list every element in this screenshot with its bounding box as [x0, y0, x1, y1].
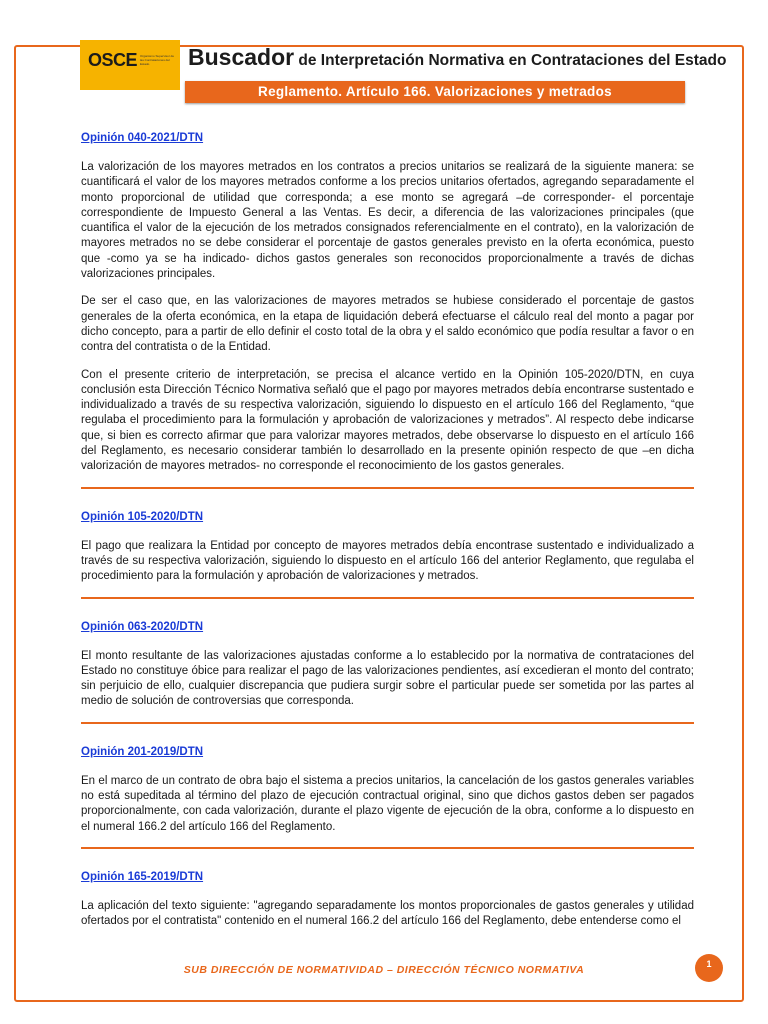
- footer-text: SUB DIRECCIÓN DE NORMATIVIDAD – DIRECCIÓN TÉCNICO NORMATIVA: [183, 964, 585, 976]
- opinion-section: [81, 132, 694, 475]
- title-rest: de Interpretación Normativa en Contrataciones del Estado: [294, 52, 727, 69]
- section-divider: [81, 487, 694, 489]
- opinion-paragraph: La aplicación del texto siguiente: "agregando separadamente los montos proporcionales de gastos generales y utilidad ofertados por el contratista" contenido en el numeral 166.2 del artículo 166 del Reglamento, debe entenderse como el: [81, 899, 694, 928]
- opinion-section: [81, 621, 694, 710]
- opinion-link[interactable]: Opinión 105-2020/DTN: [81, 510, 204, 523]
- main-content: [81, 132, 694, 942]
- opinion-paragraph: La valorización de los mayores metrados en los contratos a precios unitarios se realizará de la siguiente manera: se cuantificará el valor de los mayores metrados conforme a los precios unitarios ofertados, agregando separadamente el monto proporcional de utilidad que corresponda; a ese monto se agregará –de corresponder- el porcentaje correspondiente de Impuesto General a las Ventas. Es decir, a diferencia de las valorizaciones principales (que cuantifica el valor de la ejecución de los metrados consignados referencialmente en el contrato), en la valorización de mayores metrados no se debe considerar el porcentaje de gastos generales previsto en la oferta económica, puesto que -como ya se ha indicado- dichos gastos generales son reconocidos proporcionalmente a través de dichas valorizaciones principales.: [81, 161, 694, 281]
- logo-text: OSCE: [88, 50, 138, 70]
- opinion-paragraph: Con el presente criterio de interpretación, se precisa el alcance vertido en la Opinión 105-2020/DTN, en cuya conclusión esta Dirección Técnico Normativa señaló que el pago por mayores metrados debía encontrarse sustentado e individualizado a través de su respectiva valorización, siguiendo lo dispuesto en el artículo 166 del Reglamento, “que regulaba el procedimiento para la formulación y aprobación de valorizaciones y metrados”. Al respecto debe indicarse que, si bien es correcto afirmar que para valorizar mayores metrados, debe observarse lo dispuesto en el artículo 166 del Reglamento, es necesario considerar también lo desarrollado en la presente opinión respecto de que –en dicha valorización de mayores metrados- no corresponde el reconocimiento de los gastos generales.: [81, 368, 694, 473]
- opinion-link[interactable]: Opinión 165-2019/DTN: [81, 870, 204, 883]
- page-title: [188, 44, 726, 71]
- osce-logo: [80, 40, 180, 90]
- opinion-section: [81, 746, 694, 835]
- logo-subtext: Organismo Supervisor de las Contrataciones del Estado: [140, 54, 175, 66]
- opinion-link[interactable]: Opinión 040-2021/DTN: [81, 132, 204, 144]
- opinion-paragraph: El monto resultante de las valorizaciones ajustadas conforme a lo establecido por la normativa de contrataciones del Estado no constituye óbice para realizar el pago de las valorizaciones pendientes, así excedieran el monto del contrato; sin perjuicio de ello, cualquier discrepancia que pudiera surgir sobre el particular puede ser sometida por las partes al medio de solución de controversias que corresponda.: [81, 649, 694, 708]
- opinion-paragraph: El pago que realizara la Entidad por concepto de mayores metrados debía encontrase sustentado e individualizado a través de su respectiva valorización, siguiendo lo dispuesto en el artículo 166 del anterior Reglamento, que regulaba el procedimiento para la formulación y aprobación de valorizaciones y metrados.: [81, 539, 694, 583]
- section-divider: [81, 597, 694, 599]
- opinion-link[interactable]: Opinión 201-2019/DTN: [81, 745, 204, 758]
- opinion-paragraph: De ser el caso que, en las valorizaciones de mayores metrados se hubiese considerado el porcentaje de gastos generales de la oferta económica, en la etapa de liquidación deberá efectuarse el cálculo real del monto a pagar por dicho concepto, para a partir de ello definir el costo total de la obra y el saldo económico que podía resultar a favor o en contra del contratista o de la Entidad.: [81, 295, 694, 354]
- title-main: Buscador: [188, 44, 295, 70]
- subtitle-banner: Reglamento. Artículo 166. Valorizaciones y metrados: [185, 81, 685, 103]
- opinion-section: [81, 871, 694, 930]
- section-divider: [81, 722, 694, 724]
- opinion-section: [81, 511, 694, 585]
- opinion-link[interactable]: Opinión 063-2020/DTN: [81, 620, 204, 633]
- page-number-badge: 1: [695, 954, 723, 982]
- section-divider: [81, 847, 694, 849]
- opinion-paragraph: En el marco de un contrato de obra bajo el sistema a precios unitarios, la cancelación de los gastos generales variables no está supeditada al término del plazo de ejecución contractual original, sino que dichos gastos deben ser pagados proporcionalmente, con cada valorización, durante el plazo vigente de ejecución de la obra, conforme a lo dispuesto en el numeral 166.2 del artículo 166 del Reglamento.: [81, 774, 694, 833]
